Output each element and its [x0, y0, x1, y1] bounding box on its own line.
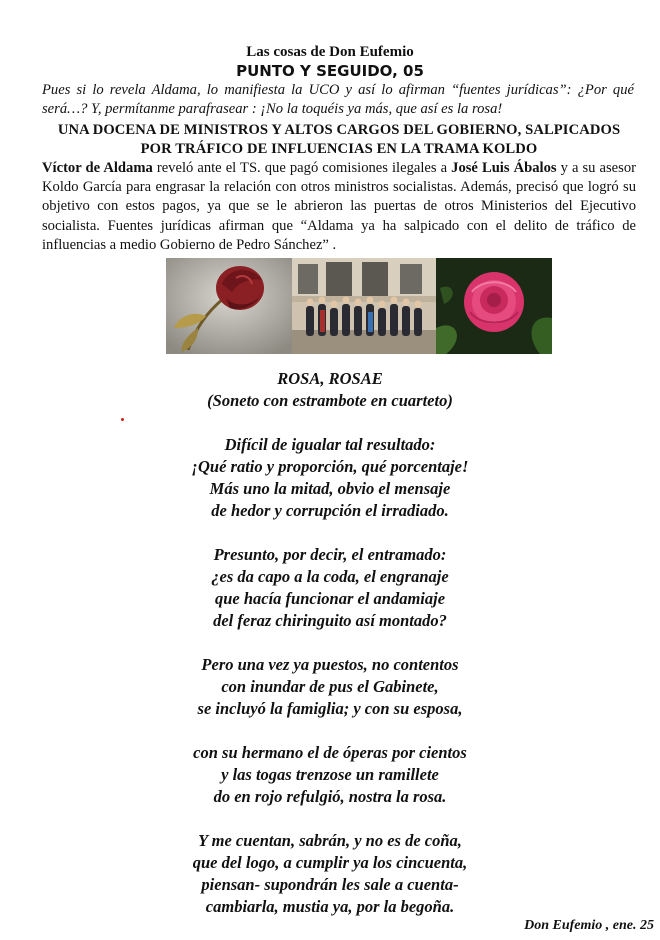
government-group-photo — [292, 258, 436, 354]
poem-line: con inundar de pus el Gabinete, — [221, 677, 439, 696]
poem-title: ROSA, ROSAE — [277, 369, 383, 388]
poem-line: do en rojo refulgió, nostra la rosa. — [213, 787, 447, 806]
poem-subtitle: (Soneto con estrambote en cuarteto) — [207, 391, 453, 410]
body-part-1: reveló ante el TS. que pagó comisiones ilegales a — [152, 160, 452, 176]
poem-line: del feraz chiringuito así montado? — [213, 611, 447, 630]
poem-line: Difícil de igualar tal resultado: — [224, 435, 436, 454]
poem-line: piensan- supondrán les sale a cuenta- — [201, 875, 459, 894]
poem-line: Presunto, por decir, el entramado: — [213, 545, 447, 564]
page-subtitle: PUNTO Y SEGUIDO, 05 — [236, 62, 424, 80]
poem-line: y las togas trenzose un ramillete — [221, 765, 439, 784]
poem-line: Pero una vez ya puestos, no contentos — [201, 655, 459, 674]
body-part-2: y a su asesor Koldo García para engrasar la relación con otros ministros socialistas. Además, precisó que logró su objetivo con estos pagos, ya que se le abrieron las puertas de otros Ministerios del Ejecutivo socialista. Fuentes jurídicas afirman que “Aldama ya ha salpicado con el delito de tráfico de influencias a medio Gobierno de Pedro Sánchez” . — [42, 160, 636, 253]
poem-line: que del logo, a cumplir ya los cincuenta, — [192, 853, 468, 872]
poem-line: cambiarla, mustia ya, por la begoña. — [205, 897, 455, 916]
intro-paragraph: Pues si lo revela Aldama, lo manifiesta la UCO y así lo afirman “fuentes jurídicas”: ¿Por qué será…? Y, permítanme parafrasear : ¡No la toquéis ya más, que así es la rosa! — [42, 82, 634, 117]
poem-line: Más uno la mitad, obvio el mensaje — [209, 479, 451, 498]
poem-line: de hedor y corrupción el irradiado. — [211, 501, 449, 520]
poem-line: ¿es da capo a la coda, el engranaje — [211, 567, 449, 586]
headline-line-2: POR TRÁFICO DE INFLUENCIAS EN LA TRAMA KOLDO — [140, 141, 538, 157]
signature: Don Eufemio , ene. 25 — [524, 918, 654, 933]
name-abalos: José Luis Ábalos — [451, 160, 557, 176]
headline — [42, 121, 636, 159]
name-aldama: Víctor de Aldama — [42, 160, 153, 176]
wilted-rose-photo — [166, 258, 292, 354]
poem-line: ¡Qué ratio y proporción, qué porcentaje! — [191, 457, 469, 476]
page-title: Las cosas de Don Eufemio — [246, 44, 414, 60]
pink-rose-photo — [436, 258, 552, 354]
body-paragraph — [42, 159, 636, 255]
poem-line: se incluyó la famiglia; y con su esposa, — [197, 699, 463, 718]
poem-line: con su hermano el de óperas por cientos — [193, 743, 467, 762]
poem-line: Y me cuentan, sabrán, y no es de coña, — [198, 831, 462, 850]
poem-line: que hacía funcionar el andamiaje — [214, 589, 446, 608]
poem — [0, 368, 660, 918]
headline-line-1: UNA DOCENA DE MINISTROS Y ALTOS CARGOS DEL GOBIERNO, SALPICADOS — [57, 122, 621, 138]
